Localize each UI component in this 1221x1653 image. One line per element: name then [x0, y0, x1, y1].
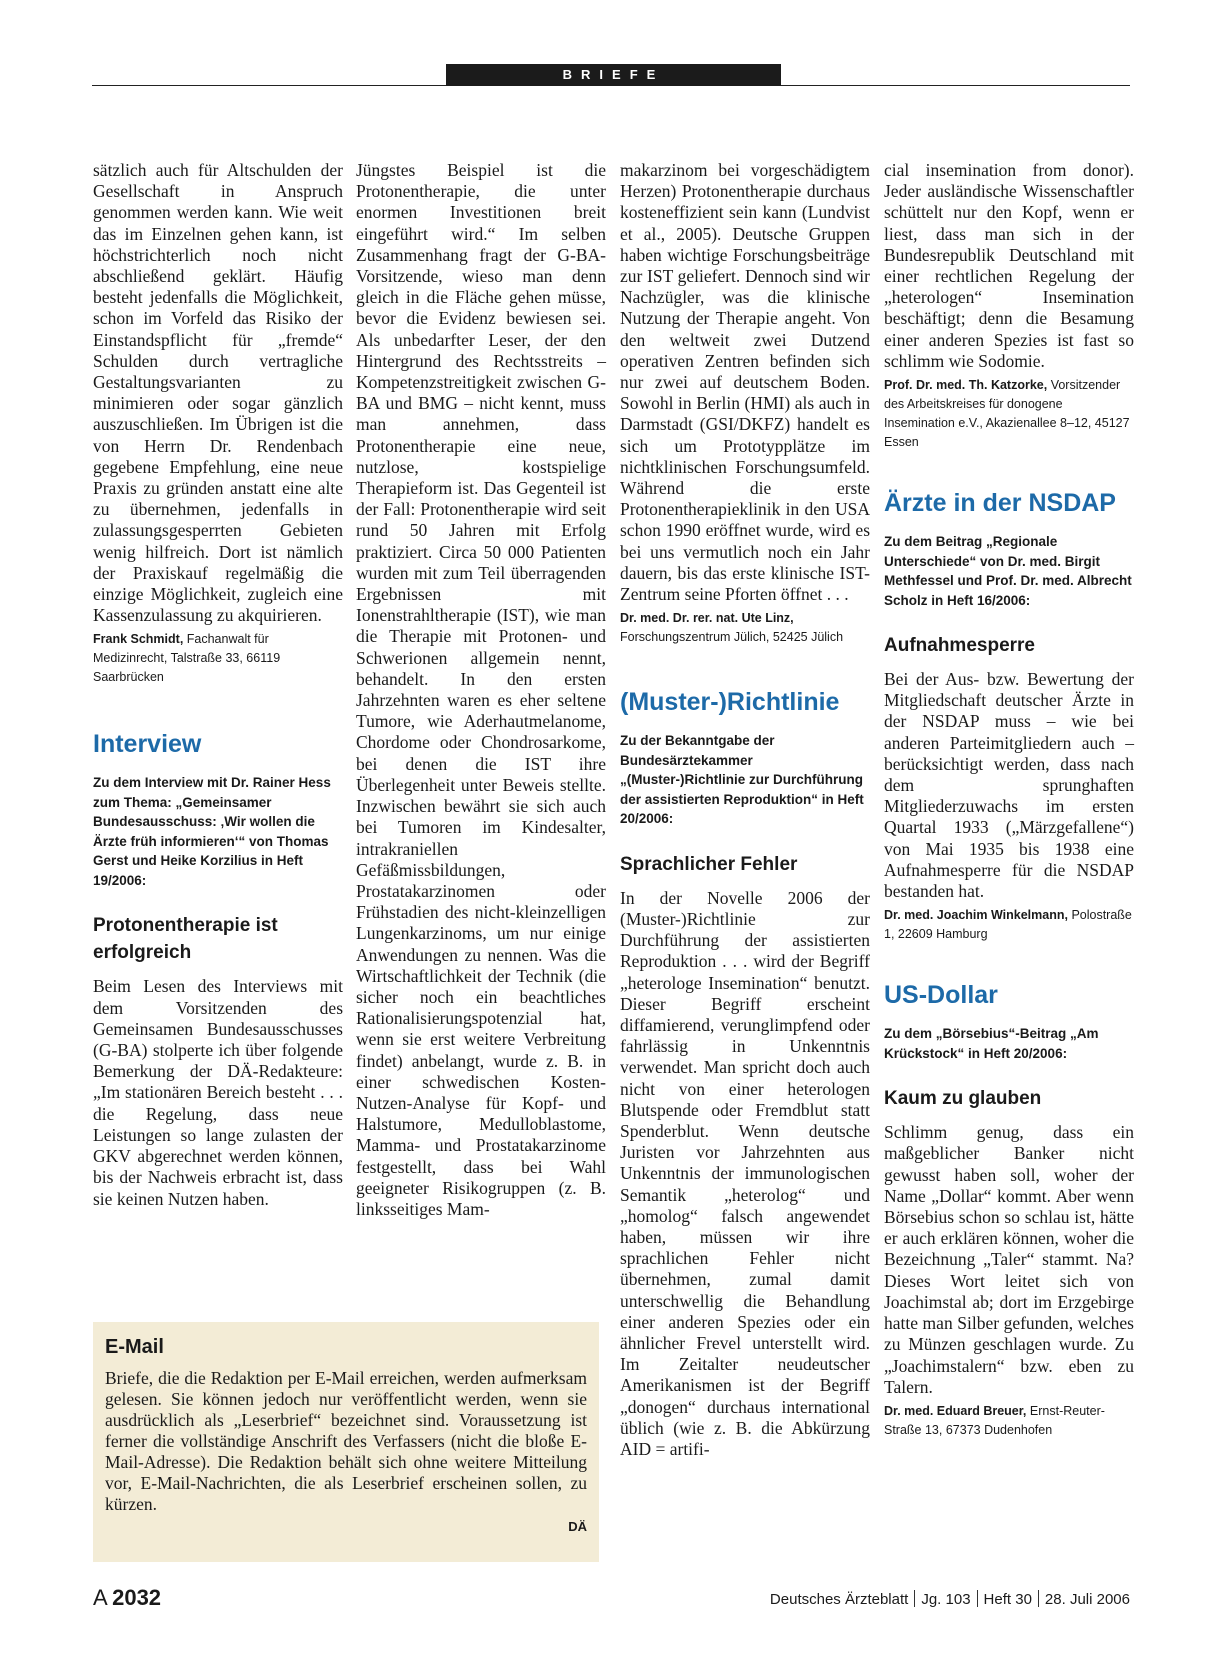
column-2	[356, 160, 606, 1220]
footer-divider	[977, 1590, 978, 1607]
reference-line: Zu dem „Börsebius“-Beitrag „Am Krückstock“ in Heft 20/2006:	[884, 1026, 1099, 1061]
journal-volume: Jg. 103	[921, 1591, 971, 1608]
letter-text: cial insemination from donor). Jeder ausländische Wissenschaftler schüttelt nur den Kopf, wenn er liest, dass man sich in der Bundesrepublik Deutschland mit einer rechtlichen Regelung der „heterologen“ Insemination beschäftigt; denn die Besamung einer anderen Spezies ist fast so schlimm wie Sodomie.	[884, 160, 1134, 371]
letter-text: Jüngstes Beispiel ist die Protonentherapie, die unter enormen Investitionen breit eingeführt wird.“ Im selben Zusammenhang fragt der G-BA-Vorsitzende, wieso man denn gleich in die Fläche gehen müsse, bevor die Evidenz bewiesen sei. Als unbedarfter Leser, der den Hintergrund des Rechtsstreits – Kompetenzstreitigkeit zwischen G-BA und BMG – nicht kennt, muss man annehmen, dass Protonentherapie eine neue, nutzlose, kostspielige Therapieform ist. Das Gegenteil ist der Fall: Protonentherapie wird seit rund 50 Jahren mit Erfolg praktiziert. Circa 50 000 Patienten wurden mit zum Teil überragenden Ergebnissen mit Ionenstrahltherapie (IST), wie man die Therapie mit Protonen- und Schwerionen allgemein nennt, behandelt. In den ersten Jahrzehnten waren es eher seltene Tumore, wie Aderhautmelanome, Chordome oder Chondrosarkome, bei denen die IST ihre Überlegenheit unter Beweis stellte. Inzwischen bewährt sie sich auch bei Tumoren im Kindesalter, intrakraniellen Gefäßmissbildungen, Prostatakarzinomen oder Frühstadien des nicht-kleinzelligen Lungenkarzinoms, um nur einige Anwendungen zu nennen. Was die Wirtschaftlichkeit der Technik (die sicher noch ein beachtliches Rationalisierungspotenzial hat, wenn sie erst weitere Verbreitung findet) anbelangt, wurde z. B. in einer schwedischen Kosten-Nutzen-Analyse für Kopf- und Halstumore, Medulloblastome, Mamma- und Prostatakarzinome festgestellt, dass bei Wahl geeigneter Risikogruppen (z. B. linksseitiges Mam-	[356, 160, 606, 1219]
topic-heading: (Muster-)Richtlinie	[620, 688, 840, 717]
email-box-signature: DÄ	[568, 1519, 587, 1534]
signature-detail: Vorsitzender des Arbeitskreises für donogene Insemination e.V., Akazienallee 8–12, 45127 Essen	[884, 378, 1130, 450]
journal-issue: Heft 30	[983, 1591, 1032, 1608]
signature-detail: Ernst-Reuter-Straße 13, 67373 Dudenhofen	[884, 1403, 1105, 1437]
signature-name: Dr. med. Eduard Breuer,	[884, 1403, 1027, 1418]
letter-signature	[884, 1402, 1134, 1440]
signature-name: Dr. med. Joachim Winkelmann,	[884, 908, 1068, 923]
reference-line: Zu dem Beitrag „Regionale Unterschiede“ von Dr. med. Birgit Methfessel und Prof. Dr. med. Albrecht Scholz in Heft 16/2006:	[884, 534, 1132, 608]
topic-heading: Ärzte in der NSDAP	[884, 489, 1116, 518]
letter-text: sätzlich auch für Altschulden der Gesellschaft in Anspruch genommen werden kann. Wie weit das im Einzelnen gehen kann, ist höchstrichterlich noch nicht abschließend geklärt. Häufig besteht jedenfalls die Möglichkeit, schon im Vorfeld das Risiko der Einstandspflicht für „fremde“ Schulden durch vertragliche Gestaltungsvarianten zu minimieren oder sogar gänzlich auszuschließen. Im Übrigen ist die von Herrn Dr. Rendenbach gegebene Empfehlung, eine neue Praxis zu gründen anstatt eine alte zu übernehmen, jedenfalls in zulassungsgesperrten Gebieten wenig hilfreich. Dort ist nämlich der Praxiskauf regelmäßig die einzige Möglichkeit, zugleich eine Kassenzulassung zu akquirieren.	[93, 160, 343, 626]
letter-signature	[884, 376, 1134, 452]
topic-heading: Interview	[93, 730, 202, 759]
footer-divider	[914, 1590, 915, 1607]
reference-line: Zu der Bekanntgabe der Bundesärztekammer „(Muster-)Richtlinie zur Durchführung der assistierten Reproduktion“ in Heft 20/2006:	[620, 733, 864, 827]
letter-headline: Protonentherapie ist erfolgreich	[93, 915, 278, 964]
column-4	[884, 160, 1134, 1440]
email-box-title: E-Mail	[105, 1336, 164, 1358]
letter-headline: Aufnahmesperre	[884, 635, 1035, 657]
email-box-text: Briefe, die die Redaktion per E-Mail erreichen, werden aufmerksam gelesen. Sie können jedoch nur veröffentlicht werden, wenn sie ausdrücklich als „Leserbrief“ bezeichnet sind. Voraussetzung ist ferner die vollständige Anschrift des Verfassers (nicht die bloße E-Mail-Adresse). Die Redaktion behält sich ohne weitere Mitteilung vor, E-Mail-Nachrichten, die als Leserbrief erscheinen sollen, zu kürzen.	[105, 1368, 587, 1514]
letter-text: makarzinom bei vorgeschädigtem Herzen) Protonentherapie durchaus kosteneffizient sein kann (Lundvist et al., 2005). Deutsche Gruppen haben wichtige Forschungsbeiträge zur IST geliefert. Dennoch sind wir Nachzügler, was die klinische Nutzung der Therapie angeht. Von den weltweit zwei Dutzend operativen Zentren befinden sich nur zwei auf deutschem Boden. Sowohl in Berlin (HMI) als auch in Darmstadt (GSI/DKFZ) handelt es sich um Prototypplätze im nichtklinischen Forschungsumfeld. Während die erste Protonentherapieklinik in den USA schon 1990 eröffnet wurde, wird es bei uns vermutlich noch ein Jahr dauern, bis das erste klinische IST-Zentrum seine Pforten öffnet . . .	[620, 160, 870, 605]
journal-name: Deutsches Ärzteblatt	[769, 1591, 909, 1608]
letter-signature	[620, 609, 870, 647]
letter-text: Schlimm genug, dass ein maßgeblicher Banker nicht gewusst haben soll, woher der Name „Dollar“ kommt. Aber wenn Börsebius schon so schlau ist, hätte er auch erklären können, woher die Bezeichnung „Taler“ stammt. Na? Dieses Wort leitet sich von Joachimstal ab; dort im Erzgebirge hatte man Silber gefunden, welches zu Münzen geschlagen wurde. Zu „Joachimstalern“ bzw. eben zu Talern.	[884, 1122, 1134, 1397]
letter-headline: Sprachlicher Fehler	[620, 853, 798, 875]
topic-heading: US-Dollar	[884, 981, 998, 1010]
column-3	[620, 160, 870, 1460]
signature-detail: Forschungszentrum Jülich, 52425 Jülich	[620, 630, 844, 645]
page-number	[93, 1585, 161, 1611]
letter-text: In der Novelle 2006 der (Muster-)Richtlinie zur Durchführung der assistierten Reproduktion . . . wird der Begriff „heterologe Insemination“ benutzt. Dieser Begriff erscheint diffamierend, verunglimpfend oder fahrlässig in Unkenntnis verwendet. Man spricht doch auch nicht von einer heterologen Blutspende oder Fremdblut statt Spenderblut. Wenn deutsche Juristen vor Jahrzehnten aus Unkenntnis der immunologischen Semantik „heterolog“ und „homolog“ falsch angewendet haben, müssen wir ihre sprachlichen Fehler nicht übernehmen, zumal damit unterschwellig die Behandlung einer anderen Spezies oder ein ähnlicher Frevel unterstellt wird. Im Zeitalter neudeutscher Amerikanismen ist der Begriff „donogen“ durchaus international üblich (wie z. B. die Abkürzung AID = artifi-	[620, 887, 870, 1460]
signature-detail: Polostraße 1, 22609 Hamburg	[884, 908, 1132, 942]
signature-detail: Fachanwalt für Medizinrecht, Talstraße 33, 66119 Saarbrücken	[93, 632, 281, 685]
signature-name: Frank Schmidt,	[93, 632, 184, 647]
letter-text: Bei der Aus- bzw. Bewertung der Mitgliedschaft deutscher Ärzte in der NSDAP muss – wie bei anderen Parteimitgliedern auch – berücksichtigt werden, dass nach dem sprunghaften Mitgliederzuwachs im ersten Quartal 1933 („Märzgefallene“) von Mai 1935 bis 1938 eine Aufnahmesperre für die NSDAP bestanden hat.	[884, 669, 1134, 902]
reference-line: Zu dem Interview mit Dr. Rainer Hess zum Thema: „Gemeinsamer Bundesausschuss: ‚Wir wollen die Ärzte früh informieren‘“ von Thomas Gerst und Heike Korzilius in Heft 19/2006:	[93, 775, 331, 888]
letter-signature	[93, 630, 343, 687]
footer-divider	[1038, 1590, 1039, 1607]
signature-name: Prof. Dr. med. Th. Katzorke,	[884, 378, 1048, 393]
letter-headline: Kaum zu glauben	[884, 1088, 1042, 1110]
letter-signature	[884, 906, 1134, 944]
journal-date: 28. Juli 2006	[1044, 1591, 1130, 1608]
signature-name: Dr. med. Dr. rer. nat. Ute Linz,	[620, 611, 794, 626]
email-info-box	[93, 1322, 599, 1562]
column-1	[93, 160, 343, 1210]
page-number-value: 2032	[112, 1585, 162, 1610]
journal-footer	[770, 1590, 1130, 1608]
letter-text: Beim Lesen des Interviews mit dem Vorsitzenden des Gemeinsamen Bundesausschusses (G-BA) stolperte ich über folgende Bemerkung der DÄ-Redakteure: „Im stationären Bereich besteht . . . die Regelung, dass neue Leistungen so lange zulasten der GKV abgerechnet werden können, bis der Nachweis erbracht ist, dass sie keinen Nutzen haben.	[93, 976, 343, 1209]
section-label: BRIEFE	[446, 64, 781, 86]
page-prefix: A	[93, 1585, 108, 1610]
